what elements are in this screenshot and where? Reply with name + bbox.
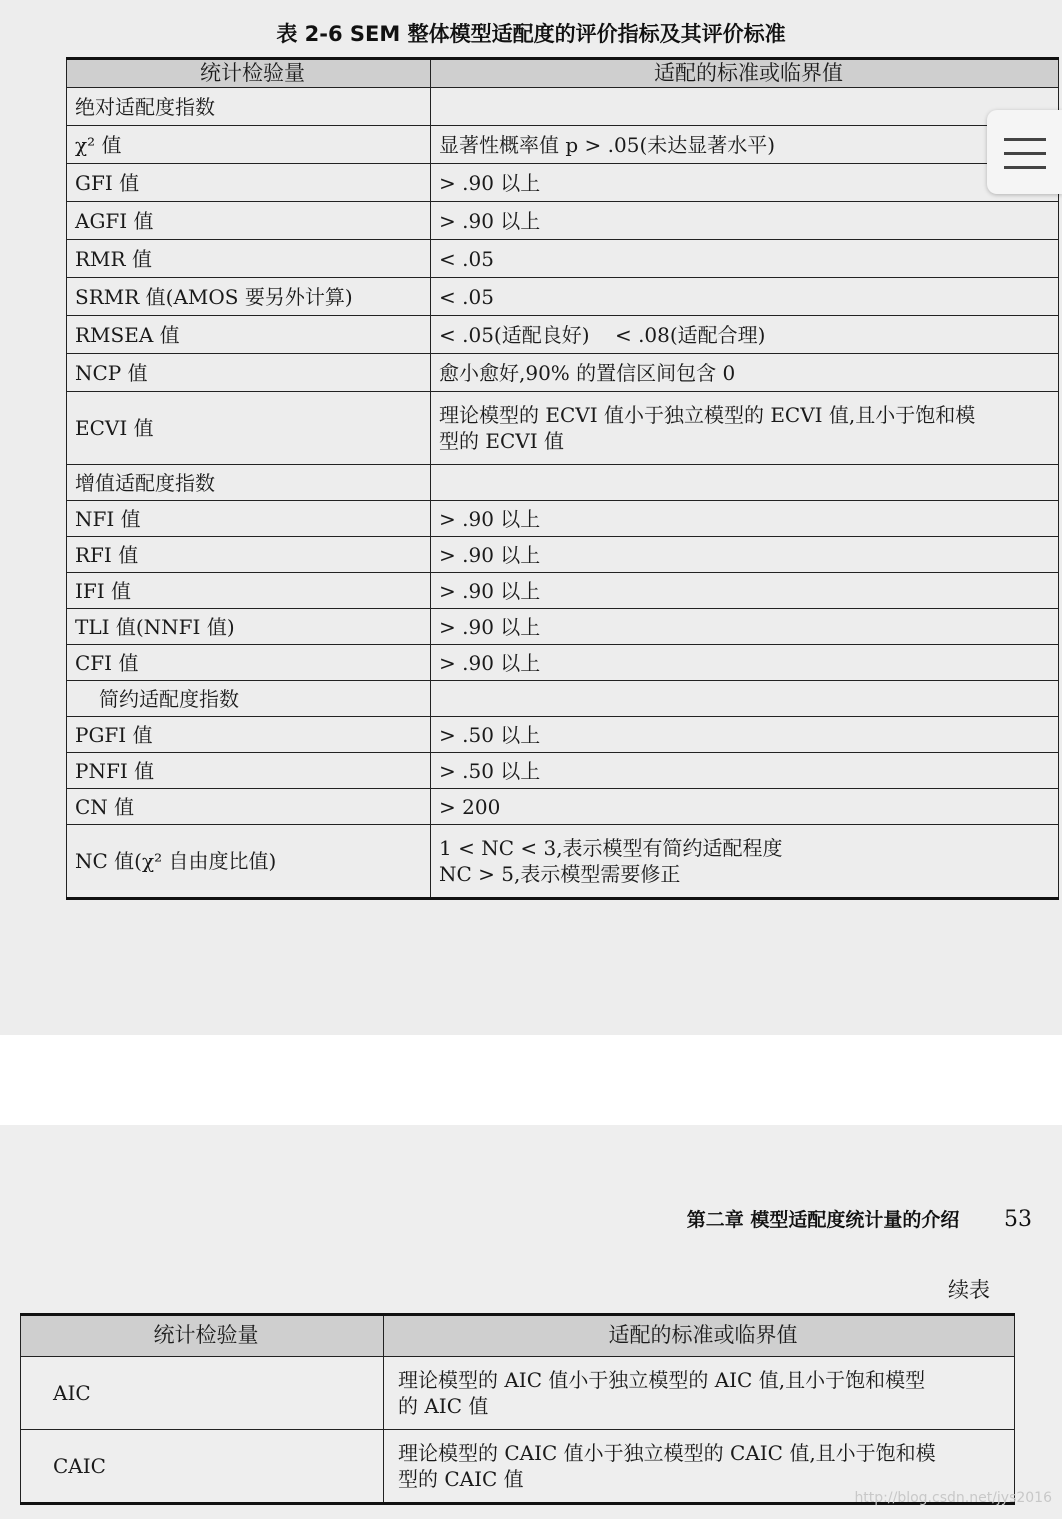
hamburger-menu-icon [1004,138,1046,141]
table-row [67,825,1059,899]
group-incremental-fit: 增值适配度指数 [67,465,431,501]
row-label: CFI 值 [67,645,431,681]
group-absolute-fit: 绝对适配度指数 [67,88,431,126]
row-value-line: 的 AIC 值 [398,1394,489,1418]
row-label: IFI 值 [67,573,431,609]
empty-cell [431,465,1059,501]
row-label: NC 值(χ² 自由度比值) [67,825,431,899]
row-value: < .05 [431,240,1059,278]
table-row [67,501,1059,537]
table-row [67,573,1059,609]
row-label: PGFI 值 [67,717,431,753]
empty-cell [431,681,1059,717]
continued-table [20,1313,1015,1505]
row-value-line: 理论模型的 ECVI 值小于独立模型的 ECVI 值,且小于饱和模 [439,403,976,428]
menu-button[interactable] [987,110,1062,194]
hamburger-menu-icon [1004,152,1046,155]
row-value-line: 理论模型的 AIC 值小于独立模型的 AIC 值,且小于饱和模型 [398,1368,926,1392]
row-value: > .50 以上 [431,717,1059,753]
table-row [67,126,1059,164]
row-label: AGFI 值 [67,202,431,240]
row-value-line: 1 < NC < 3,表示模型有简约适配程度 [439,836,783,861]
row-value: > .90 以上 [431,609,1059,645]
table-row [67,164,1059,202]
continued-label: 续表 [948,1278,990,1302]
table-row [67,717,1059,753]
row-value: > .90 以上 [431,645,1059,681]
row-value: < .05(适配良好) < .08(适配合理) [431,316,1059,354]
table-row [67,240,1059,278]
group-parsimonious-fit: 简约适配度指数 [67,681,431,717]
row-label: SRMR 值(AMOS 要另外计算) [67,278,431,316]
page-number: 53 [1004,1207,1032,1232]
row-value-line: 型的 ECVI 值 [439,429,564,454]
table-row [67,316,1059,354]
table-row [67,537,1059,573]
row-value [431,392,1059,465]
table-row [67,753,1059,789]
table-row [67,609,1059,645]
row-value: > .90 以上 [431,537,1059,573]
running-header [687,1205,1032,1232]
row-value: > .50 以上 [431,753,1059,789]
table-row [67,392,1059,465]
column-header-statistic: 统计检验量 [67,59,431,88]
row-label: CAIC [21,1430,384,1504]
empty-cell [431,88,1059,126]
row-value: > .90 以上 [431,202,1059,240]
row-label: RMR 值 [67,240,431,278]
row-value: < .05 [431,278,1059,316]
table-row [67,202,1059,240]
table-row [67,354,1059,392]
row-value [431,825,1059,899]
chapter-title: 第二章 模型适配度统计量的介绍 [686,1209,960,1231]
row-label: CN 值 [67,789,431,825]
row-value-line: 型的 CAIC 值 [398,1467,524,1491]
table-row [21,1357,1015,1430]
table-row [67,278,1059,316]
row-value: > .90 以上 [431,164,1059,202]
row-label: ECVI 值 [67,392,431,465]
table-row [67,645,1059,681]
row-value: > .90 以上 [431,501,1059,537]
row-label: TLI 值(NNFI 值) [67,609,431,645]
hamburger-menu-icon [1004,166,1046,169]
row-label: NCP 值 [67,354,431,392]
row-value [384,1357,1015,1430]
row-value: > 200 [431,789,1059,825]
row-value: > .90 以上 [431,573,1059,609]
fit-index-table [66,57,1059,900]
row-label: RFI 值 [67,537,431,573]
row-label: GFI 值 [67,164,431,202]
row-label: RMSEA 值 [67,316,431,354]
row-label: NFI 值 [67,501,431,537]
column-header-criterion: 适配的标准或临界值 [384,1315,1015,1357]
row-label: PNFI 值 [67,753,431,789]
table-row [67,789,1059,825]
row-label: χ² 值 [67,126,431,164]
column-header-statistic: 统计检验量 [21,1315,384,1357]
row-label: AIC [21,1357,384,1430]
column-header-criterion: 适配的标准或临界值 [431,59,1059,88]
row-value-line: NC > 5,表示模型需要修正 [439,862,681,887]
row-value: 愈小愈好,90% 的置信区间包含 0 [431,354,1059,392]
row-value-line: 理论模型的 CAIC 值小于独立模型的 CAIC 值,且小于饱和模 [398,1441,936,1465]
table-caption: 表 2-6 SEM 整体模型适配度的评价指标及其评价标准 [276,22,786,46]
row-value: 显著性概率值 p > .05(未达显著水平) [431,126,1059,164]
watermark: http://blog.csdn.net/jys2016 [854,1490,1052,1506]
